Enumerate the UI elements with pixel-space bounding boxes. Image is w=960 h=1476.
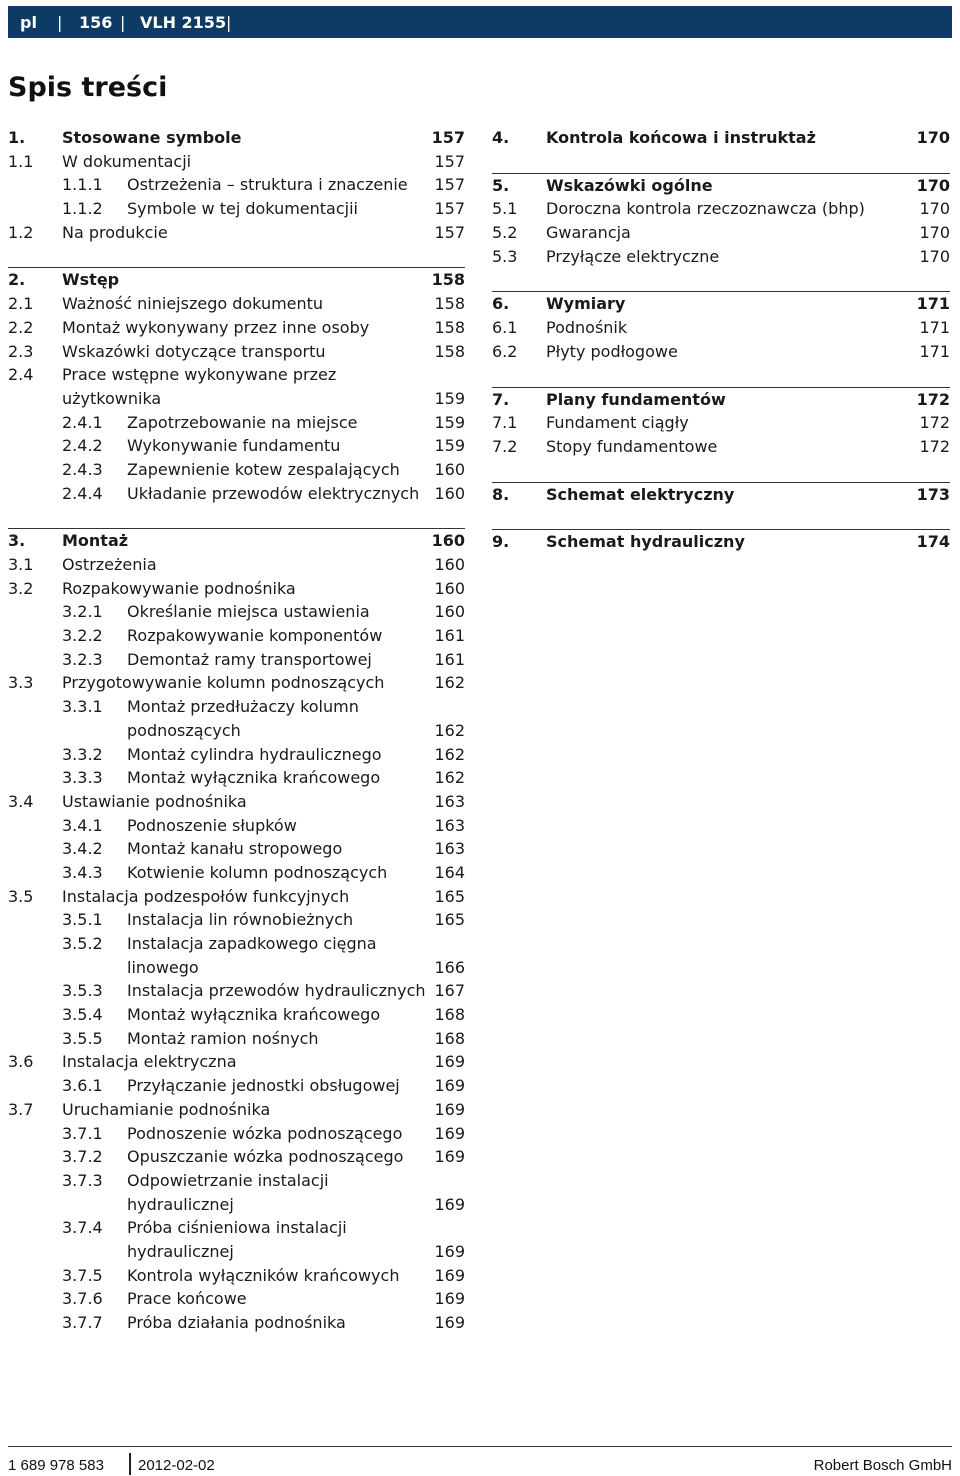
- toc-entry-page: 157: [434, 151, 465, 171]
- toc-entry[interactable]: [8, 1003, 465, 1027]
- toc-entry-title: Zapotrzebowanie na miejsce: [127, 412, 358, 432]
- toc-entry-number: 2.4.2: [62, 436, 103, 456]
- toc-entry-number: 3.7.3: [62, 1170, 103, 1190]
- toc-entry[interactable]: [8, 292, 465, 316]
- toc-entry[interactable]: [8, 1287, 465, 1311]
- toc-entry-page: 172: [919, 436, 950, 456]
- toc-entry-page: 158: [431, 270, 465, 290]
- toc-entry-title: Próba ciśnieniowa instalacji: [127, 1218, 347, 1238]
- toc-entry-page: 169: [434, 1194, 465, 1214]
- toc-entry[interactable]: [8, 671, 465, 695]
- toc-entry[interactable]: [8, 1122, 465, 1146]
- toc-section: [492, 173, 950, 269]
- toc-entry-page: 162: [434, 673, 465, 693]
- toc-entry[interactable]: [492, 292, 950, 316]
- toc-entry-number: 3.4.1: [62, 815, 103, 835]
- toc-entry-page: 168: [434, 1005, 465, 1025]
- toc-entry-page: 162: [434, 768, 465, 788]
- toc-entry-title: Symbole w tej dokumentacjii: [127, 199, 358, 219]
- toc-entry-page: 171: [916, 294, 950, 314]
- toc-entry-number: 3.5.1: [62, 910, 103, 930]
- toc-entry[interactable]: [8, 1311, 465, 1335]
- toc-entry-title: linowego: [127, 957, 199, 977]
- header-page-number: 156: [79, 13, 113, 32]
- toc-entry-title: Montaż cylindra hydraulicznego: [127, 744, 382, 764]
- toc-entry-page: 163: [434, 791, 465, 811]
- toc-entry[interactable]: [8, 837, 465, 861]
- toc-entry[interactable]: [8, 387, 465, 411]
- toc-entry-page: 169: [434, 1313, 465, 1332]
- toc-entry-page: 158: [434, 341, 465, 361]
- toc-entry[interactable]: [8, 411, 465, 435]
- toc-entry[interactable]: [8, 719, 465, 743]
- toc-entry-title: Podnośnik: [546, 318, 628, 338]
- toc-entry-title: Montaż kanału stropowego: [127, 839, 343, 859]
- toc-entry-number: 3.2: [8, 578, 34, 598]
- toc-entry-title: Kotwienie kolumn podnoszących: [127, 862, 388, 882]
- toc-entry-title: Montaż: [62, 531, 129, 551]
- toc-entry[interactable]: [8, 268, 465, 292]
- toc-entry-title: Wskazówki ogólne: [546, 175, 713, 195]
- toc-entry-page: 161: [434, 626, 465, 646]
- toc-entry-number: 7.1: [492, 413, 518, 433]
- toc-entry[interactable]: [8, 1193, 465, 1217]
- footer-date: 2012-02-02: [138, 1457, 215, 1474]
- toc-entry-title: Ustawianie podnośnika: [62, 791, 247, 811]
- toc-entry[interactable]: [8, 1264, 465, 1288]
- toc-entry-number: 5.1: [492, 199, 518, 219]
- toc-entry-number: 3.3.1: [62, 697, 103, 717]
- toc-entry-number: 3.3: [8, 673, 34, 693]
- toc-entry-title: Instalacja lin równobieżnych: [127, 910, 354, 930]
- toc-entry[interactable]: [8, 790, 465, 814]
- toc-entry-title: Przyłącze elektryczne: [546, 246, 720, 266]
- toc-entry-page: 161: [434, 649, 465, 669]
- toc-entry-page: 160: [434, 578, 465, 598]
- toc-entry-number: 3.7.2: [62, 1147, 103, 1167]
- toc-entry-title: hydraulicznej: [127, 1241, 234, 1261]
- toc-entry-title: Ważność niniejszego dokumentu: [62, 294, 324, 314]
- toc-entry-page: 169: [434, 1076, 465, 1096]
- toc-entry-title: hydraulicznej: [127, 1194, 234, 1214]
- toc-entry-number: 3.5.4: [62, 1005, 103, 1025]
- toc-entry-number: 6.2: [492, 341, 518, 361]
- toc-entry[interactable]: [8, 885, 465, 909]
- toc-entry-page: 163: [434, 839, 465, 859]
- toc-entry-page: 157: [431, 128, 465, 147]
- toc-entry[interactable]: [492, 221, 950, 245]
- toc-entry[interactable]: [8, 577, 465, 601]
- toc-entry-page: 170: [919, 246, 950, 266]
- toc-entry[interactable]: [8, 482, 465, 506]
- toc-entry-number: 3.2.2: [62, 626, 103, 646]
- toc-entry-page: 157: [434, 199, 465, 219]
- toc-entry[interactable]: [8, 197, 465, 221]
- toc-entry-title: Stopy fundamentowe: [546, 436, 718, 456]
- toc-entry-page: 160: [434, 459, 465, 479]
- toc-entry-number: 3.4.3: [62, 862, 103, 882]
- toc-entry-number: 3.1: [8, 555, 34, 574]
- toc-entry-number: 1.2: [8, 222, 34, 242]
- toc-entry-number: 3.7.1: [62, 1123, 103, 1143]
- toc-entry-title: Doroczna kontrola rzeczoznawcza (bhp): [546, 199, 865, 219]
- toc-entry-number: 5.: [492, 175, 510, 195]
- toc-entry-number: 6.: [492, 294, 510, 314]
- toc-entry-title: Plany fundamentów: [546, 389, 726, 409]
- toc-entry-page: 166: [434, 957, 465, 977]
- toc-entry-page: 169: [434, 1265, 465, 1285]
- toc-entry-number: 2.: [8, 270, 26, 290]
- toc-entry-number: 3.6.1: [62, 1076, 103, 1096]
- footer-company: Robert Bosch GmbH: [813, 1457, 952, 1474]
- toc-entry-number: 3.2.1: [62, 602, 103, 622]
- toc-entry-number: 3.5.2: [62, 934, 103, 953]
- toc-entry[interactable]: [8, 956, 465, 980]
- toc-entry-number: 2.2: [8, 317, 34, 337]
- toc-entry-page: 169: [434, 1241, 465, 1261]
- toc-entry-page: 170: [916, 175, 950, 195]
- toc-entry-number: 4.: [492, 128, 510, 147]
- header-language: pl: [20, 13, 37, 32]
- toc-entry-page: 171: [919, 341, 950, 361]
- toc-entry[interactable]: [492, 245, 950, 269]
- toc-entry-title: Ostrzeżenia: [62, 555, 157, 574]
- toc-section: [492, 529, 950, 554]
- toc-entry-page: 160: [434, 483, 465, 503]
- toc-entry-page: 165: [434, 886, 465, 906]
- toc-entry-number: 3.3.2: [62, 744, 103, 764]
- toc-entry-title: Przygotowywanie kolumn podnoszących: [62, 673, 385, 693]
- toc-entry-number: 3.: [8, 531, 26, 551]
- toc-entry[interactable]: [492, 483, 950, 507]
- toc-entry-page: 160: [434, 555, 465, 574]
- toc-entry[interactable]: [492, 340, 950, 364]
- toc-entry-page: 172: [919, 413, 950, 433]
- toc-entry-page: 160: [431, 531, 465, 551]
- toc-entry-number: 3.7.4: [62, 1218, 103, 1238]
- toc-entry-number: 3.4: [8, 791, 34, 811]
- toc-entry-number: 2.4: [8, 365, 34, 385]
- toc-entry[interactable]: [8, 648, 465, 672]
- toc-entry-number: 3.7: [8, 1099, 34, 1119]
- toc-entry-title: Demontaż ramy transportowej: [127, 649, 372, 669]
- toc-section: [8, 126, 465, 244]
- toc-entry-title: Montaż przedłużaczy kolumn: [127, 697, 359, 717]
- toc-entry-page: 165: [434, 910, 465, 930]
- toc-entry[interactable]: [492, 126, 950, 150]
- toc-entry-title: W dokumentacji: [62, 151, 192, 171]
- toc-entry-page: 173: [916, 484, 950, 504]
- toc-entry-title: Wskazówki dotyczące transportu: [62, 341, 326, 361]
- header-separator: |: [120, 13, 126, 32]
- toc-entry-page: 157: [434, 175, 465, 195]
- toc-entry[interactable]: [8, 743, 465, 767]
- toc-entry[interactable]: [8, 1050, 465, 1074]
- toc-entry-number: 5.2: [492, 223, 518, 243]
- toc-entry[interactable]: [8, 434, 465, 458]
- toc-entry[interactable]: [8, 316, 465, 340]
- toc-entry-page: 163: [434, 815, 465, 835]
- toc-entry-title: Prace wstępne wykonywane przez: [62, 365, 337, 385]
- toc-entry-page: 172: [916, 389, 950, 409]
- toc-entry-number: 3.5.5: [62, 1028, 103, 1048]
- toc-entry[interactable]: [8, 1240, 465, 1264]
- header-separator: |: [226, 13, 232, 32]
- toc-entry-number: 3.6: [8, 1052, 34, 1072]
- toc-entry-page: 158: [434, 317, 465, 337]
- toc-entry-number: 3.5.3: [62, 981, 103, 1001]
- toc-entry-number: 3.7.5: [62, 1265, 103, 1285]
- toc-entry-title: Wstęp: [62, 270, 120, 290]
- toc-entry-title: Odpowietrzanie instalacji: [127, 1170, 329, 1190]
- toc-entry-title: Montaż ramion nośnych: [127, 1028, 319, 1048]
- toc-entry-page: 159: [434, 436, 465, 456]
- toc-entry-title: Wymiary: [546, 294, 626, 314]
- toc-entry[interactable]: [8, 624, 465, 648]
- toc-entry-page: 169: [434, 1052, 465, 1072]
- toc-entry-page: 158: [434, 294, 465, 314]
- toc-entry-title: Przyłączanie jednostki obsługowej: [127, 1076, 400, 1096]
- toc-section: [492, 387, 950, 459]
- toc-entry[interactable]: [8, 600, 465, 624]
- toc-entry[interactable]: [8, 861, 465, 885]
- toc-entry-title: Instalacja przewodów hydraulicznych: [127, 981, 426, 1001]
- toc-entry-page: 169: [434, 1289, 465, 1309]
- toc-entry-page: 159: [434, 412, 465, 432]
- toc-entry-title: Na produkcie: [62, 222, 168, 242]
- toc-entry-title: Stosowane symbole: [62, 128, 242, 147]
- toc-entry[interactable]: [8, 814, 465, 838]
- toc-entry-title: Ostrzeżenia – struktura i znaczenie: [127, 175, 408, 195]
- toc-entry-title: Instalacja podzespołów funkcyjnych: [62, 886, 350, 906]
- toc-entry[interactable]: [492, 174, 950, 198]
- toc-entry-page: 174: [916, 532, 950, 552]
- toc-entry-number: 3.7.6: [62, 1289, 103, 1309]
- toc-entry-number: 5.3: [492, 246, 518, 266]
- toc-section: [492, 482, 950, 507]
- toc-entry[interactable]: [8, 932, 465, 956]
- toc-entry-title: Prace końcowe: [127, 1289, 247, 1309]
- toc-entry[interactable]: [8, 529, 465, 553]
- toc-entry-title: Montaż wykonywany przez inne osoby: [62, 317, 370, 337]
- header-separator: |: [57, 13, 63, 32]
- toc-entry-title: Gwarancja: [546, 223, 631, 243]
- toc-entry-title: Schemat elektryczny: [546, 484, 735, 504]
- toc-entry-number: 8.: [492, 484, 510, 504]
- toc-entry[interactable]: [8, 126, 465, 150]
- toc-entry-number: 7.2: [492, 436, 518, 456]
- toc-entry-title: Podnoszenie słupków: [127, 815, 297, 835]
- toc-entry-number: 7.: [492, 389, 510, 409]
- toc-entry[interactable]: [8, 766, 465, 790]
- toc-entry-page: 164: [434, 862, 465, 882]
- footer-document-number: 1 689 978 583: [8, 1457, 104, 1474]
- toc-entry-title: użytkownika: [62, 388, 162, 408]
- toc-entry-title: Wykonywanie fundamentu: [127, 436, 341, 456]
- toc-entry-page: 167: [434, 981, 465, 1001]
- toc-entry-page: 170: [919, 223, 950, 243]
- toc-entry-number: 3.7.7: [62, 1313, 103, 1332]
- toc-entry[interactable]: [492, 435, 950, 459]
- toc-entry[interactable]: [8, 1216, 465, 1240]
- toc-entry-number: 2.4.4: [62, 483, 103, 503]
- toc-entry-title: Rozpakowywanie komponentów: [127, 626, 383, 646]
- toc-entry-page: 159: [434, 388, 465, 408]
- toc-entry[interactable]: [8, 1098, 465, 1122]
- toc-entry[interactable]: [8, 1074, 465, 1098]
- toc-entry-number: 3.5: [8, 886, 34, 906]
- toc-entry[interactable]: [8, 979, 465, 1003]
- toc-entry-number: 3.2.3: [62, 649, 103, 669]
- toc-entry[interactable]: [8, 1145, 465, 1169]
- toc-section: [492, 291, 950, 363]
- toc-entry-page: 162: [434, 720, 465, 740]
- toc-entry[interactable]: [492, 316, 950, 340]
- toc-entry[interactable]: [8, 150, 465, 174]
- header-bar: [8, 6, 952, 38]
- toc-entry-page: 168: [434, 1028, 465, 1048]
- toc-entry[interactable]: [492, 530, 950, 554]
- toc-entry-number: 6.1: [492, 318, 518, 338]
- page-title: Spis treści: [8, 72, 168, 103]
- toc-entry-page: 160: [434, 602, 465, 622]
- toc-entry-page: 157: [434, 222, 465, 242]
- toc-entry-page: 169: [434, 1147, 465, 1167]
- toc-entry[interactable]: [8, 221, 465, 245]
- toc-entry[interactable]: [492, 388, 950, 412]
- toc-entry[interactable]: [8, 908, 465, 932]
- toc-entry-number: 2.3: [8, 341, 34, 361]
- toc-entry-page: 169: [434, 1123, 465, 1143]
- toc-entry-number: 3.4.2: [62, 839, 103, 859]
- toc-entry[interactable]: [8, 1169, 465, 1193]
- toc-entry-title: Rozpakowywanie podnośnika: [62, 578, 296, 598]
- toc-section: [8, 528, 465, 1334]
- toc-entry-title: Kontrola końcowa i instruktaż: [546, 128, 816, 147]
- toc-entry-number: 2.4.1: [62, 412, 103, 432]
- footer: [8, 1446, 952, 1474]
- toc-entry[interactable]: [8, 1027, 465, 1051]
- toc-entry-title: Kontrola wyłączników krańcowych: [127, 1265, 400, 1285]
- toc-entry[interactable]: [492, 197, 950, 221]
- toc-entry[interactable]: [8, 173, 465, 197]
- toc-entry-title: podnoszących: [127, 720, 241, 740]
- toc-entry-number: 1.1.2: [62, 199, 103, 219]
- toc-entry-number: 3.3.3: [62, 768, 103, 788]
- header-document-id: VLH 2155: [140, 13, 227, 32]
- toc-entry-title: Schemat hydrauliczny: [546, 532, 745, 552]
- toc-entry-number: 1.1: [8, 151, 34, 171]
- toc-entry-title: Uruchamianie podnośnika: [62, 1099, 271, 1119]
- toc-entry[interactable]: [8, 458, 465, 482]
- toc-left-column: [8, 126, 465, 1358]
- toc-entry[interactable]: [8, 340, 465, 364]
- toc-entry-number: 2.4.3: [62, 459, 103, 479]
- toc-entry-title: Płyty podłogowe: [546, 341, 678, 361]
- toc-entry-title: Montaż wyłącznika krańcowego: [127, 1005, 381, 1025]
- toc-entry-title: Fundament ciągły: [546, 413, 689, 433]
- toc-entry[interactable]: [8, 553, 465, 577]
- toc-entry-title: Próba działania podnośnika: [127, 1313, 346, 1332]
- toc-entry-title: Opuszczanie wózka podnoszącego: [127, 1147, 404, 1167]
- toc-entry-number: 1.1.1: [62, 175, 103, 195]
- toc-entry[interactable]: [8, 363, 465, 387]
- toc-entry-title: Instalacja elektryczna: [62, 1052, 237, 1072]
- toc-entry-page: 170: [916, 128, 950, 147]
- toc-entry-title: Montaż wyłącznika krańcowego: [127, 768, 381, 788]
- toc-right-column: [492, 126, 950, 577]
- toc-entry-page: 171: [919, 318, 950, 338]
- toc-entry-number: 1.: [8, 128, 26, 147]
- toc-entry-page: 162: [434, 744, 465, 764]
- toc-entry-title: Określanie miejsca ustawienia: [127, 602, 370, 622]
- toc-entry-number: 2.1: [8, 294, 34, 314]
- toc-entry-title: Zapewnienie kotew zespalających: [127, 459, 400, 479]
- toc-entry-page: 170: [919, 199, 950, 219]
- toc-entry-title: Instalacja zapadkowego cięgna: [127, 934, 377, 953]
- toc-entry-title: Układanie przewodów elektrycznych: [127, 483, 420, 503]
- toc-entry[interactable]: [8, 695, 465, 719]
- footer-divider: [129, 1453, 131, 1475]
- toc-entry[interactable]: [492, 411, 950, 435]
- toc-section: [492, 126, 950, 150]
- toc-entry-title: Podnoszenie wózka podnoszącego: [127, 1123, 403, 1143]
- toc-section: [8, 267, 465, 505]
- toc-entry-number: 9.: [492, 532, 510, 552]
- toc-entry-page: 169: [434, 1099, 465, 1119]
